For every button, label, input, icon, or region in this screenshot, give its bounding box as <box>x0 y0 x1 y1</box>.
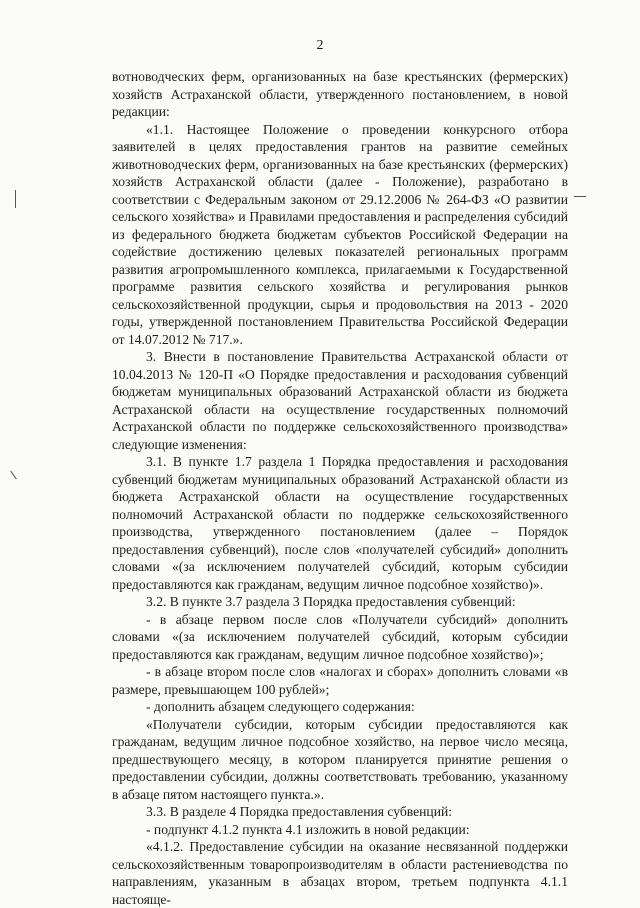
paragraph: «Получатели субсидии, которым субсидии предоставляются как гражданам, ведущим личное подсобное хозяйство, на первое число месяца, предшествующего месяцу, в котором планируется принятие решения о предоставлении субсидии, должны соответствовать требованию, указанному в абзаце пятом настоящего пункта.». <box>112 716 568 802</box>
paragraph: «4.1.2. Предоставление субсидии на оказание несвязанной поддержки сельскохозяйственным товаропроизводителям в области растениеводства по направлениям, указанным в абзацах втором, третьем подпункта 4.1.1 настояще- <box>112 839 568 907</box>
paragraph: - дополнить абзацем следующего содержания: <box>146 699 415 714</box>
scan-mark <box>15 190 16 208</box>
paragraph: 3.1. В пункте 1.7 раздела 1 Порядка предоставления и расходования субвенций бюджетам муниципальных образований Астраханской области из бюджета Астраханской области на осуществление государственных полномочий Астраханской области по поддержке сельскохозяйственного производства, утвержденного постановлением (далее – Порядок предоставления субвенций), после слов «получателей субсидий» дополнить словами «(за исключением получателей субсидий, которым субсидии предоставляются как гражданам, ведущим личное подсобное хозяйство)». <box>112 454 568 592</box>
paragraph: вотноводческих ферм, организованных на базе крестьянских (фермерских) хозяйств Астраханской области, утвержденного постановлением, в новой редакции: <box>112 69 568 119</box>
scan-mark <box>574 196 586 197</box>
paragraph: 3.3. В разделе 4 Порядка предоставления субвенций: <box>146 804 453 819</box>
scan-mark <box>10 471 17 480</box>
paragraph: «1.1. Настоящее Положение о проведении конкурсного отбора заявителей в целях предоставления грантов на развитие семейных животноводческих ферм, организованных на базе крестьянских (фермерских) хозяйств Астраханской области (далее - Положение), разработано в соответствии с Федеральным законом от 29.12.2006 № 264-ФЗ «О развитии сельского хозяйства» и Правилами предоставления и распределения субсидий из федерального бюджета бюджетам субъектов Российской Федерации на содействие достижению целевых показателей региональных программ развития агропромышленного комплекса, прилагаемыми к Государственной программе развития сельского хозяйства и регулирования рынков сельскохозяйственной продукции, сырья и продовольствия на 2013 - 2020 годы, утвержденной постановлением Правительства Российской Федерации от 14.07.2012 № 717.». <box>112 121 568 347</box>
paragraph: - подпункт 4.1.2 пункта 4.1 изложить в новой редакции: <box>146 821 470 837</box>
page-number: 2 <box>316 38 324 53</box>
paragraph: - в абзаце втором после слов «налогах и сборах» дополнить словами «в размере, превышающем 100 рублей»; <box>112 664 568 697</box>
document-body <box>112 68 568 908</box>
paragraph: 3. Внести в постановление Правительства Астраханской области от 10.04.2013 № 120-П «О Порядке предоставления и расходования субвенций бюджетам муниципальных образований Астраханской области из бюджета Астраханской области на осуществление государственных полномочий Астраханской области по поддержке сельскохозяйственного производства» следующие изменения: <box>112 349 568 452</box>
paragraph: 3.2. В пункте 3.7 раздела 3 Порядка предоставления субвенций: <box>146 594 516 609</box>
paragraph: - в абзаце первом после слов «Получатели субсидий» дополнить словами «(за исключением получателей субсидий, которым субсидии предоставляются как гражданам, ведущим личное подсобное хозяйство)»; <box>112 611 568 662</box>
